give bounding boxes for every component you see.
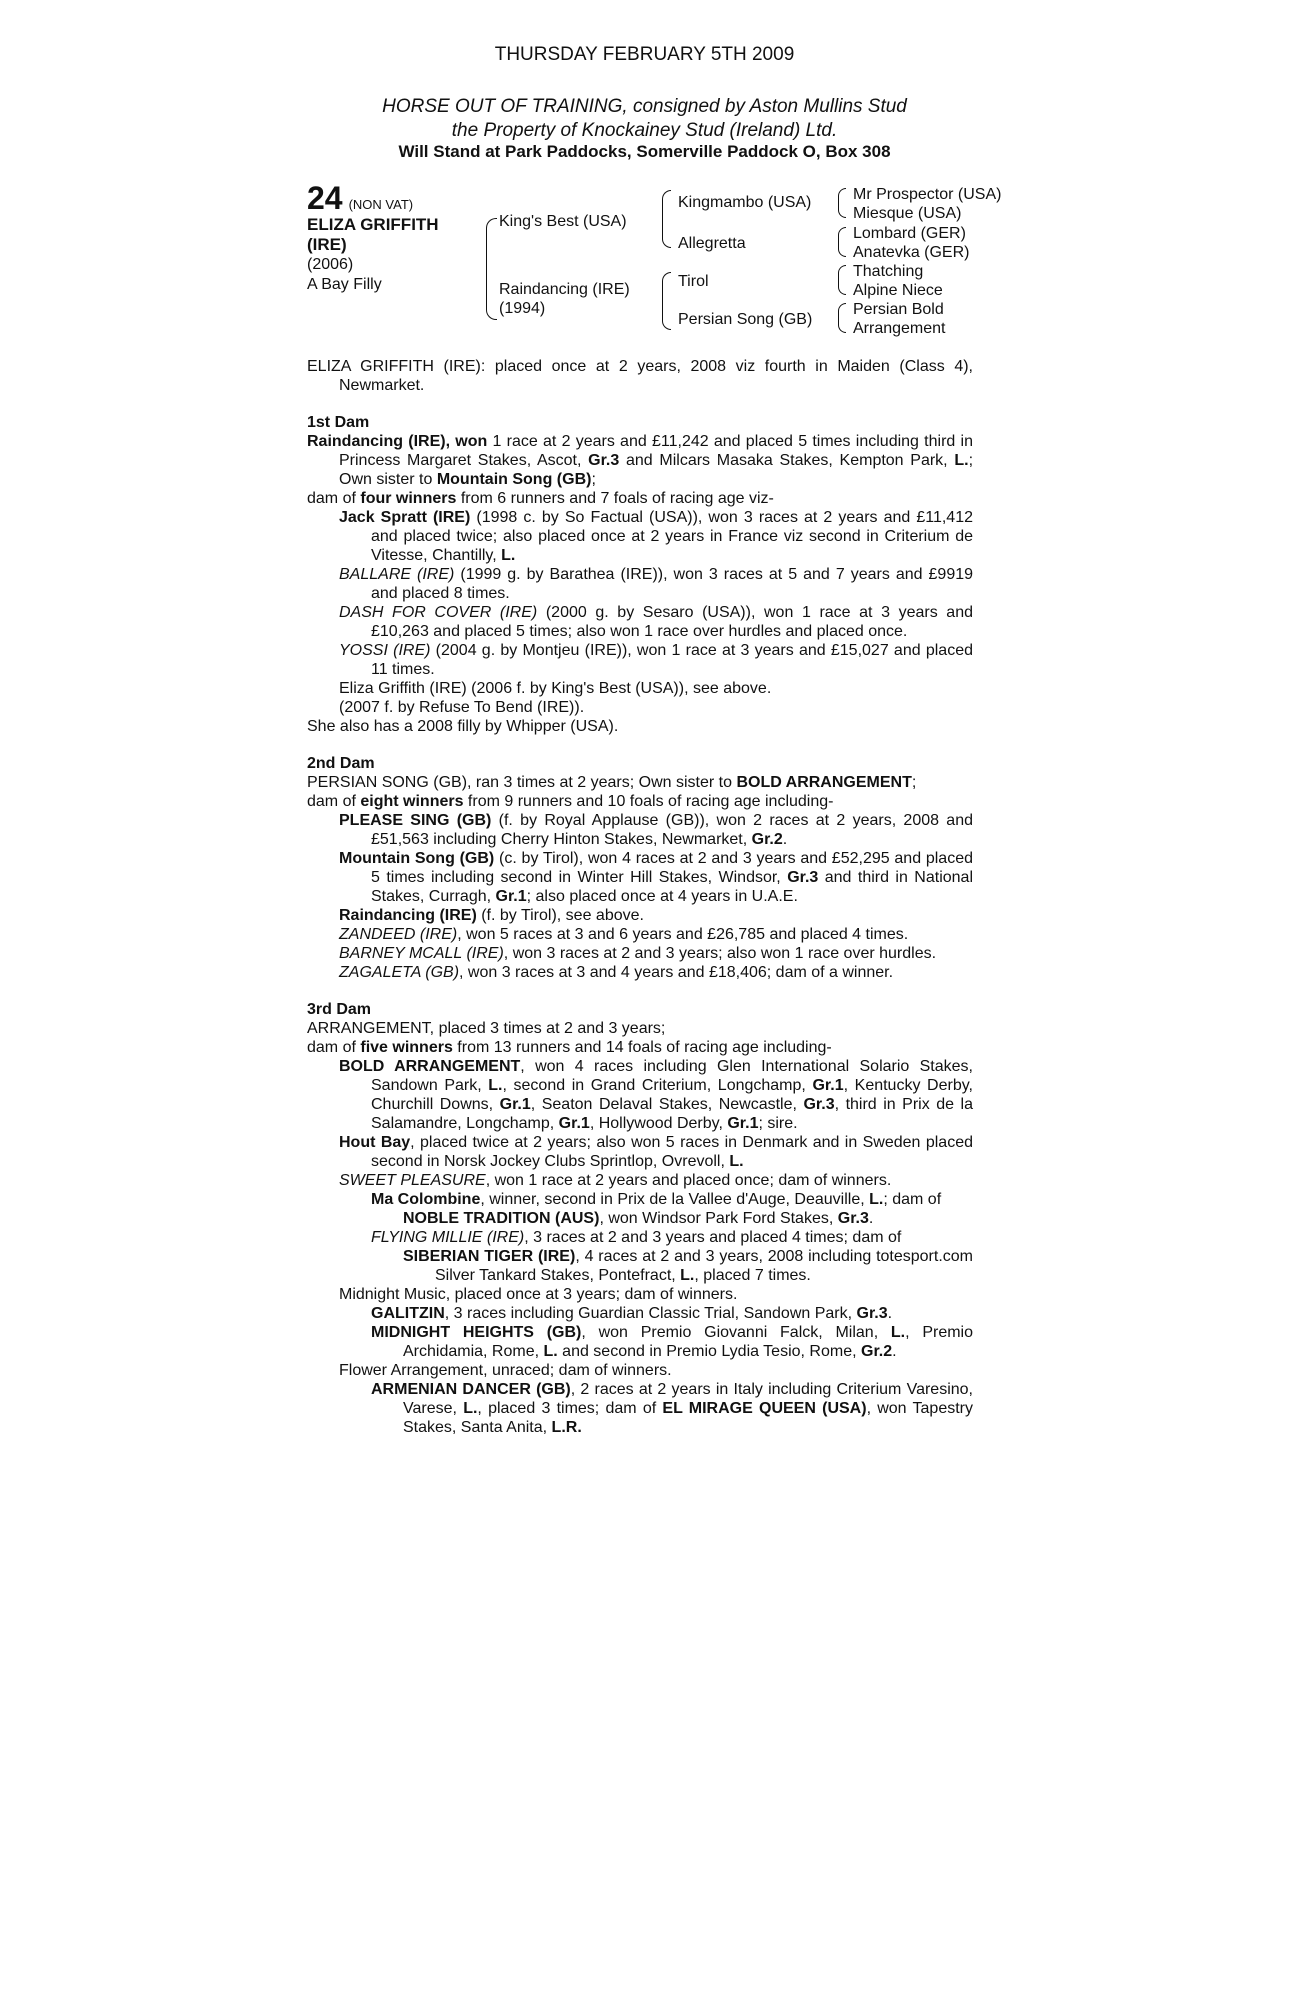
winner-count: four winners xyxy=(360,490,457,507)
produce-entry xyxy=(307,565,973,603)
produce-entry xyxy=(307,944,973,963)
text: , third in Prix de la Salamandre, Longchamp, xyxy=(371,1096,974,1132)
produce-name: SWEET PLEASURE xyxy=(339,1172,486,1189)
text: , second in Grand Criterium, Longchamp, xyxy=(502,1077,813,1094)
pedigree-sss: Mr Prospector (USA) xyxy=(853,186,1002,203)
text: dam of xyxy=(307,490,361,507)
lot-block xyxy=(307,180,439,295)
text: dam of xyxy=(307,1039,361,1056)
produce-entry xyxy=(307,1228,973,1247)
pedigree-bracket-dd xyxy=(838,303,846,333)
text: ; sire. xyxy=(758,1115,798,1132)
text: , won Premio Giovanni Falck, Milan, xyxy=(581,1324,891,1341)
produce-name: YOSSI (IRE) xyxy=(339,642,431,659)
text: (2004 g. by Montjeu (IRE)), won 1 race at 3 years and £15,027 and placed 11 times. xyxy=(371,642,973,678)
produce-name: FLYING MILLIE (IRE) xyxy=(371,1229,525,1246)
produce-entry xyxy=(307,1190,973,1209)
text: (2000 g. by Sesaro (USA)), won 1 race at 3 years and £10,263 and placed 5 times; also won 1 race over hurdles and placed once. xyxy=(371,604,974,640)
produce-name: SIBERIAN TIGER (IRE) xyxy=(403,1248,576,1265)
pedigree-dam-year: (1994) xyxy=(499,300,546,317)
vat-status: (NON VAT) xyxy=(348,197,414,212)
text: , 2 races at 2 years in Italy including Criterium Varesino, Varese, xyxy=(403,1381,973,1417)
text: from 13 runners and 14 foals of racing age including- xyxy=(452,1039,832,1056)
text: (1998 c. by So Factual (USA)), won 3 races at 2 years and £11,412 and placed twice; also placed once at 2 years in France viz second in Criterium de Vitesse, Chantilly, xyxy=(371,509,973,564)
text: , 3 races at 2 and 3 years and placed 4 times; dam of xyxy=(524,1229,902,1246)
text: , won 1 race at 2 years and placed once; dam of winners. xyxy=(485,1172,892,1189)
text: ; dam of xyxy=(883,1191,942,1208)
produce-name: MIDNIGHT HEIGHTS (GB) xyxy=(371,1324,582,1341)
text: , Premio Archidamia, Rome, xyxy=(403,1324,974,1360)
text: . xyxy=(887,1305,893,1322)
first-dam-record xyxy=(307,432,973,489)
grade: L. xyxy=(680,1267,695,1284)
grade: Gr.3 xyxy=(803,1096,835,1113)
produce-entry xyxy=(307,1247,973,1285)
grade: L. xyxy=(890,1324,906,1341)
grade: Gr.3 xyxy=(837,1210,869,1227)
pedigree-dss: Thatching xyxy=(853,263,924,280)
text: ; xyxy=(591,471,596,488)
produce-name: EL MIRAGE QUEEN (USA) xyxy=(662,1400,867,1417)
produce-entry xyxy=(307,603,973,641)
winner-count: eight winners xyxy=(360,793,464,810)
horse-description: A Bay Filly xyxy=(307,276,382,293)
text: dam of xyxy=(307,793,361,810)
text: and third in National Stakes, Curragh, xyxy=(371,869,973,905)
sibling-name: Mountain Song (GB) xyxy=(436,471,592,488)
produce-name: Raindancing (IRE) xyxy=(339,907,477,924)
produce-name: Mountain Song (GB) xyxy=(339,850,495,867)
produce-name: ZAGALETA (GB) xyxy=(339,964,460,981)
text: , won 3 races at 3 and 4 years and £18,406; dam of a winner. xyxy=(459,964,894,981)
pedigree-bracket-dam xyxy=(662,272,671,330)
pedigree-dsd: Alpine Niece xyxy=(853,282,943,299)
pedigree-dam-dam: Persian Song (GB) xyxy=(678,311,813,328)
pedigree-sire-sire: Kingmambo (USA) xyxy=(678,194,812,211)
produce-name: ZANDEED (IRE) xyxy=(339,926,458,943)
third-dam-produce-summary xyxy=(307,1038,973,1057)
pedigree-dam-sire: Tirol xyxy=(678,273,709,290)
produce-name: BOLD ARRANGEMENT xyxy=(339,1058,521,1075)
text: 1 race at 2 years and £11,242 and placed 5 times including third in Princess Margaret Stakes, Ascot, xyxy=(339,433,973,469)
pedigree-dds: Persian Bold xyxy=(853,301,944,318)
horse-origin: (IRE) xyxy=(307,235,347,254)
text: (c. by Tirol), won 4 races at 2 and 3 years and £52,295 and placed 5 times including second in Winter Hill Stakes, Windsor, xyxy=(371,850,974,886)
produce-entry xyxy=(307,508,973,565)
text: , won 3 races at 2 and 3 years; also won 1 race over hurdles. xyxy=(503,945,937,962)
produce-entry xyxy=(307,1171,973,1190)
first-dam-produce-summary xyxy=(307,489,973,508)
consignor-line: HORSE OUT OF TRAINING, consigned by Aston Mullins Stud xyxy=(382,96,907,117)
intro-paragraph: ELIZA GRIFFITH (IRE): placed once at 2 years, 2008 viz fourth in Maiden (Class 4), Newmarket. xyxy=(307,358,973,394)
produce-record xyxy=(307,357,973,1437)
grade: Gr.1 xyxy=(499,1096,531,1113)
text: . xyxy=(892,1343,897,1360)
produce-entry xyxy=(307,1323,973,1361)
grade: L.R. xyxy=(551,1419,582,1436)
produce-name: ARMENIAN DANCER (GB) xyxy=(371,1381,571,1398)
produce-name: Hout Bay xyxy=(339,1134,411,1151)
pedigree-ssd: Miesque (USA) xyxy=(853,205,962,222)
produce-name: BARNEY MCALL (IRE) xyxy=(339,945,504,962)
produce-entry: Eliza Griffith (IRE) (2006 f. by King's Best (USA)), see above. xyxy=(339,680,772,697)
grade: Gr.1 xyxy=(727,1115,759,1132)
produce-entry: Flower Arrangement, unraced; dam of winners. xyxy=(339,1362,672,1379)
produce-entry xyxy=(307,963,973,982)
text: , Kentucky Derby, Churchill Downs, xyxy=(371,1077,973,1113)
produce-entry xyxy=(307,925,973,944)
grade: L. xyxy=(954,452,969,469)
produce-entry xyxy=(307,1380,973,1437)
produce-name: GALITZIN xyxy=(371,1305,445,1322)
produce-entry xyxy=(307,811,973,849)
winner-count: five winners xyxy=(360,1039,453,1056)
pedigree-sire: King's Best (USA) xyxy=(499,213,627,230)
text: , won 4 races including Glen International Solario Stakes, Sandown Park, xyxy=(371,1058,973,1094)
text: . xyxy=(868,1210,874,1227)
location-line: Will Stand at Park Paddocks, Somerville Paddock O, Box 308 xyxy=(398,142,891,161)
horse-name: ELIZA GRIFFITH xyxy=(307,215,439,234)
text: , won 5 races at 3 and 6 years and £26,785 and placed 4 times. xyxy=(457,926,909,943)
text: ; xyxy=(911,774,917,791)
text: PERSIAN SONG (GB), ran 3 times at 2 years; Own sister to xyxy=(307,774,737,791)
produce-entry xyxy=(307,641,973,679)
grade: L. xyxy=(869,1191,884,1208)
third-dam-record: ARRANGEMENT, placed 3 times at 2 and 3 years; xyxy=(307,1020,666,1037)
text: , 3 races including Guardian Classic Trial, Sandown Park, xyxy=(444,1305,857,1322)
produce-entry xyxy=(307,1209,973,1228)
third-dam-heading: 3rd Dam xyxy=(307,1001,372,1018)
produce-name: PLEASE SING (GB) xyxy=(339,812,492,829)
foaling-year: (2006) xyxy=(307,256,354,273)
produce-name: Ma Colombine xyxy=(371,1191,481,1208)
grade: L. xyxy=(543,1343,558,1360)
produce-entry xyxy=(307,1304,973,1323)
produce-entry xyxy=(307,906,973,925)
text: , Hollywood Derby, xyxy=(589,1115,728,1132)
produce-name: DASH FOR COVER (IRE) xyxy=(339,604,538,621)
lot-number: 24 xyxy=(307,180,343,216)
text: and Milcars Masaka Stakes, Kempton Park, xyxy=(619,452,955,469)
text: from 9 runners and 10 foals of racing age including- xyxy=(463,793,834,810)
grade: Gr.1 xyxy=(558,1115,590,1132)
grade: Gr.1 xyxy=(495,888,527,905)
text: ; also placed once at 4 years in U.A.E. xyxy=(526,888,798,905)
text: (f. by Tirol), see above. xyxy=(476,907,644,924)
grade: Gr.2 xyxy=(861,1343,893,1360)
text: , won Windsor Park Ford Stakes, xyxy=(599,1210,838,1227)
grade: L. xyxy=(501,547,516,564)
pedigree-bracket-ds xyxy=(838,265,846,295)
grade: L. xyxy=(729,1153,744,1170)
second-dam-produce-summary xyxy=(307,792,973,811)
text: . xyxy=(782,831,788,848)
grade: Gr.3 xyxy=(787,869,819,886)
produce-entry: (2007 f. by Refuse To Bend (IRE)). xyxy=(339,699,585,716)
produce-entry xyxy=(307,1057,973,1133)
text: (f. by Royal Applause (GB)), won 2 races at 2 years, 2008 and £51,563 including Cherry Hinton Stakes, Newmarket, xyxy=(371,812,974,848)
grade: Gr.2 xyxy=(751,831,783,848)
pedigree-ddd: Arrangement xyxy=(853,320,946,337)
produce-entry: Midnight Music, placed once at 3 years; dam of winners. xyxy=(339,1286,738,1303)
pedigree-sds: Lombard (GER) xyxy=(853,225,966,242)
pedigree-sire-dam: Allegretta xyxy=(678,235,746,252)
text: (1999 g. by Barathea (IRE)), won 3 races at 5 and 7 years and £9919 and placed 8 times. xyxy=(371,566,974,602)
grade: L. xyxy=(463,1400,478,1417)
produce-note: She also has a 2008 filly by Whipper (USA). xyxy=(307,718,619,735)
first-dam-heading: 1st Dam xyxy=(307,414,370,431)
text: and second in Premio Lydia Tesio, Rome, xyxy=(557,1343,861,1360)
text: , 4 races at 2 and 3 years, 2008 including totesport.com Silver Tankard Stakes, Pontefract, xyxy=(435,1248,974,1284)
pedigree-bracket-ss xyxy=(838,188,846,218)
produce-entry xyxy=(307,849,973,906)
produce-name: BALLARE (IRE) xyxy=(339,566,455,583)
text: , won Tapestry Stakes, Santa Anita, xyxy=(403,1400,973,1436)
text: , winner, second in Prix de la Vallee d'Auge, Deauville, xyxy=(480,1191,870,1208)
owner-line: the Property of Knockainey Stud (Ireland) Ltd. xyxy=(451,120,838,141)
grade: Gr.3 xyxy=(588,452,620,469)
pedigree-sdd: Anatevka (GER) xyxy=(853,244,970,261)
pedigree-bracket-sd xyxy=(838,227,846,257)
second-dam-record xyxy=(307,773,973,792)
text: , placed 7 times. xyxy=(694,1267,811,1284)
second-dam-heading: 2nd Dam xyxy=(307,755,375,772)
produce-entry xyxy=(307,1133,973,1171)
text: , placed 3 times; dam of xyxy=(477,1400,663,1417)
text: , Seaton Delaval Stakes, Newcastle, xyxy=(530,1096,804,1113)
pedigree-bracket-gen1 xyxy=(486,218,497,320)
produce-name: NOBLE TRADITION (AUS) xyxy=(403,1210,600,1227)
grade: L. xyxy=(488,1077,503,1094)
first-dam-name: Raindancing (IRE), won xyxy=(307,433,488,450)
grade: Gr.3 xyxy=(856,1305,888,1322)
produce-name: Jack Spratt (IRE) xyxy=(339,509,471,526)
sale-date: THURSDAY FEBRUARY 5TH 2009 xyxy=(494,44,795,65)
text: , placed twice at 2 years; also won 5 races in Denmark and in Sweden placed second in Norsk Jockey Clubs Sprintlop, Ovrevoll, xyxy=(371,1134,973,1170)
text: from 6 runners and 7 foals of racing age viz- xyxy=(456,490,774,507)
grade: Gr.1 xyxy=(812,1077,844,1094)
text: ; Own sister to xyxy=(339,452,974,488)
pedigree-dam: Raindancing (IRE) xyxy=(499,281,630,298)
sibling-name: BOLD ARRANGEMENT xyxy=(736,774,912,791)
pedigree-bracket-sire xyxy=(662,190,671,248)
